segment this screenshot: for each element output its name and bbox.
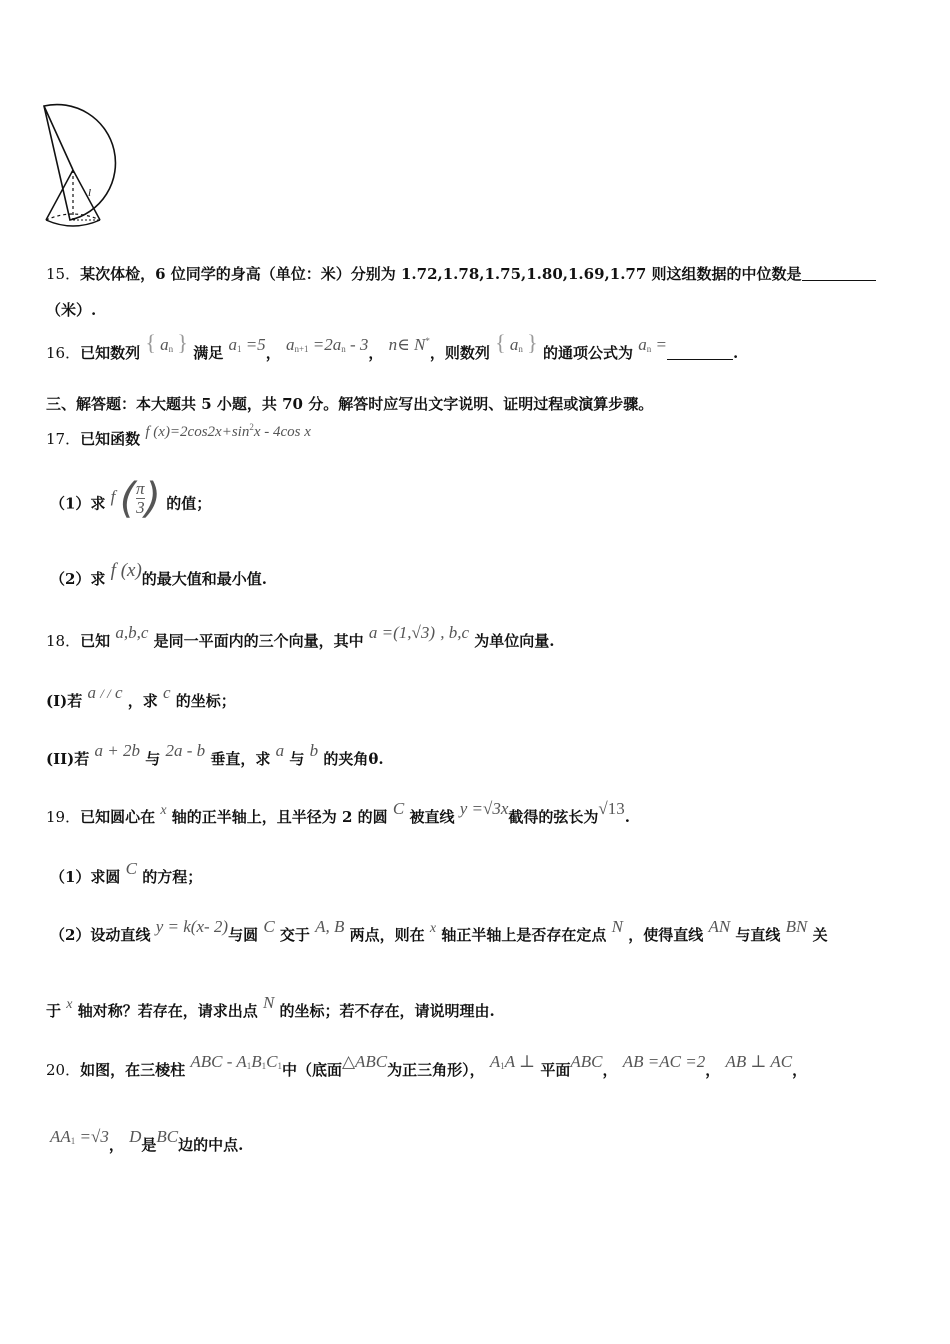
question-19: 19．已知圆心在 x 轴的正半轴上，且半径为 2 的圆 C 被直线 y =√3x截得的弦长为√13. bbox=[46, 799, 630, 826]
q15-answer-blank bbox=[802, 266, 876, 281]
figure-label-l: l bbox=[88, 187, 92, 199]
q18-vectors-bc: , b,c bbox=[440, 623, 470, 642]
q20-point-d: D bbox=[129, 1127, 142, 1146]
q19-circle-c-2: C bbox=[125, 859, 138, 878]
q16-recurrence: $a_{n+1} =2a_n - 3$ bbox=[285, 335, 369, 354]
q18-part-1: (I)若 a / / c ，求 c 的坐标； bbox=[46, 683, 236, 710]
q18-vector-a: a bbox=[275, 741, 285, 760]
question-16: 16．已知数列 { $a_n$ } 满足 $a_1 =5$， $a_{n+1} =2a_n - 3$， n∈ N*，则数列 { $a_n$ } 的通项公式为 $a_n$ = . bbox=[46, 330, 739, 362]
q17-f-pi-over-3: f ( $\frac{\pi}{3}$ ) bbox=[110, 474, 161, 523]
q20-plane-abc: ABC bbox=[570, 1052, 603, 1071]
q15-text: 某次体检，6 位同学的身高（单位：米）分别为 1.72,1.78,1.75,1.80,1.69,1.77 则这组数据的中位数是 bbox=[80, 265, 802, 283]
question-17: 17．已知函数 f $(x)=2\cos 2x+\sin^2x - 4\cos$ x bbox=[46, 422, 311, 448]
q19-x-axis-2: x bbox=[429, 921, 437, 936]
q19-point-n-2: N bbox=[262, 993, 275, 1012]
question-20: 20．如图，在三棱柱 ABC - $A_1B_1C_1$中（底面△ABC为正三角形）， $A_1A$ ⊥ 平面ABC， AB =AC =2， AB ⊥ AC， bbox=[46, 1052, 808, 1079]
q19-points-ab: A, B bbox=[315, 917, 345, 936]
q16-initial-term: $a_1 =5$ bbox=[228, 335, 266, 354]
q17-part-1: （1）求 f ( $\frac{\pi}{3}$ ) 的值； bbox=[50, 474, 212, 523]
question-15 bbox=[46, 263, 876, 284]
q16-answer-blank bbox=[667, 345, 733, 360]
q18-vectors-abc: a,b,c bbox=[115, 623, 149, 642]
q17-f-x: f (x) bbox=[110, 560, 142, 581]
q15-number: 15． bbox=[46, 265, 81, 283]
q19-circle-c-3: C bbox=[263, 917, 275, 936]
q16-seq-an: { $a_n$ } bbox=[145, 330, 188, 355]
q20-line-2: $AA_1 =√3$， D是BC边的中点. bbox=[50, 1127, 244, 1154]
q18-number: 18． bbox=[46, 632, 81, 650]
q17-function-def: f $(x)=2\cos 2x+\sin^2x - 4\cos$ x bbox=[145, 422, 311, 440]
q16-number: 16． bbox=[46, 344, 81, 362]
q20-ab-ac-eq: AB =AC =2 bbox=[622, 1052, 706, 1071]
q16-an-equals: $a_n$ = bbox=[638, 335, 667, 354]
q19-x-axis-3: x bbox=[66, 997, 73, 1012]
q20-prism: ABC - $A_1B_1C_1$ bbox=[190, 1052, 282, 1071]
q20-a1a-perp: $A_1A$ ⊥ bbox=[489, 1052, 536, 1071]
q19-line-an: AN bbox=[708, 917, 731, 936]
q18-2a-minus-b: 2a - b bbox=[165, 741, 206, 760]
q19-line-bn: BN bbox=[785, 917, 808, 936]
cone-and-sector-figure bbox=[38, 92, 153, 237]
q19-part-1: （1）求圆 C 的方程； bbox=[50, 859, 203, 886]
q20-number: 20． bbox=[46, 1061, 81, 1079]
q19-circle-c: C bbox=[392, 799, 405, 818]
q19-moving-line: y = k(x- 2) bbox=[155, 917, 229, 936]
q19-number: 19． bbox=[46, 808, 81, 826]
q20-ab-perp-ac: AB ⊥ AC bbox=[725, 1052, 793, 1071]
q15-unit: （米）. bbox=[46, 301, 97, 319]
q18-vector-b: b bbox=[309, 741, 319, 760]
q19-part-2-line-2: 于 x 轴对称？若存在，请求出点 N 的坐标；若不存在，请说明理由. bbox=[46, 993, 495, 1020]
q20-base-triangle: △ABC bbox=[341, 1052, 388, 1071]
q19-part-2: （2）设动直线 y = k(x- 2)与圆 C 交于 A, B 两点，则在 x 轴正半轴上是否存在定点 N ，使得直线 AN 与直线 BN 关 bbox=[50, 917, 828, 944]
q18-a-plus-2b: a + 2b bbox=[94, 741, 140, 760]
q16-n-domain: n∈ N* bbox=[388, 335, 430, 354]
sector-radius bbox=[44, 106, 73, 170]
q19-x-axis: x bbox=[160, 803, 167, 818]
question-18: 18．已知 a,b,c 是同一平面内的三个向量，其中 a =(1,√3) , b,c 为单位向量. bbox=[46, 623, 555, 650]
q18-a-parallel-c: a / / c bbox=[87, 683, 123, 702]
q18-vector-a-def: a =(1,√3) bbox=[368, 623, 435, 642]
q19-point-n: N bbox=[611, 917, 623, 936]
q20-aa1-length: $AA_1 =√3$ bbox=[50, 1127, 109, 1146]
q18-part-2: (II)若 a + 2b 与 2a - b 垂直，求 a 与 b 的夹角θ. bbox=[46, 741, 384, 768]
q16-seq-an-2: { $a_n$ } bbox=[495, 330, 538, 355]
q20-edge-bc: BC bbox=[156, 1127, 179, 1146]
q19-chord-length: √13 bbox=[598, 799, 625, 818]
q17-number: 17． bbox=[46, 430, 81, 448]
q18-vector-c: c bbox=[162, 683, 171, 702]
cone-right-edge bbox=[73, 170, 100, 220]
q19-line-eq: y =√3x bbox=[459, 799, 509, 818]
q17-part-2: （2）求 f (x)的最大值和最小值. bbox=[50, 560, 268, 588]
cone-base-front bbox=[46, 220, 100, 226]
section-3-title: 三、解答题：本大题共 5 小题，共 70 分。解答时应写出文字说明、证明过程或演算步骤。 bbox=[46, 395, 654, 413]
